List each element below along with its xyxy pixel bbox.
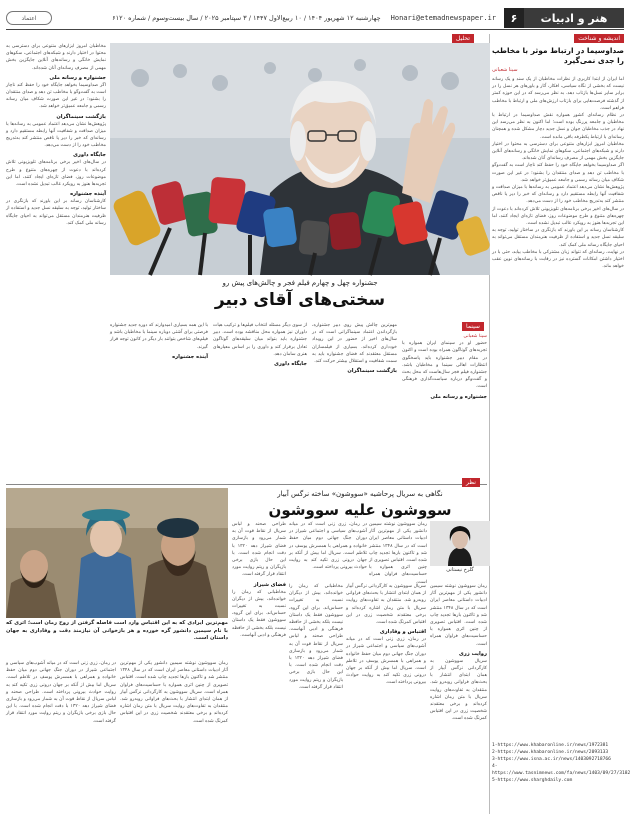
article1-column-3 xyxy=(213,322,307,481)
paragraph: حضور او در سینمای ایران همواره با تجربه‌های گوناگون همراه بوده است و اکنون در مقام دبیر جشنواره باید پاسخگوی انتظارات اهالی سینما و مخاطبان باشد. جشنواره فیلم فجر سال‌هاست که محل بحث و گفت‌وگو درباره سیاست‌گذاری فرهنگی است. xyxy=(402,341,487,390)
paragraph: اگر صداوسیما بخواهد جایگاه خود را حفظ کند ناچار است به گفت‌وگو با مخاطب تن دهد و صدای منتقدان را بشنود؛ در غیر این صورت شکاف میان رسانه رسمی و جامعه عمیق‌تر خواهد شد. xyxy=(492,163,624,183)
reference-link[interactable]: 1-https://www.khabaronline.ir/news/1972381 xyxy=(492,743,609,748)
paragraph: طراحی صحنه و لباس سریال از نقاط قوت آن به شمار می‌رود و بازسازی فضای شیراز دهه ۱۳۲۰ با دقت انجام شده است. با این حال بازی برخی بازیگران و ریتم روایت مورد انتقاد قرار گرفته است. xyxy=(289,634,343,690)
article1-column-4 xyxy=(110,322,208,481)
paragraph: رمان سووشون نوشته سیمین دانشور یکی از مهم‌ترین آثار ادبیات داستانی معاصر ایران است که در سال ۱۳۴۸ منتشر شد و تاکنون بارها تجدید چاپ شده است. اقتباس تصویری از چنین اثری همواره با حساسیت‌های فراوان همراه است. xyxy=(369,522,428,585)
continued-subhead: آینده جشنواره xyxy=(70,191,106,198)
article1-subhead: آینده جشنواره xyxy=(172,353,208,360)
masthead xyxy=(6,8,624,28)
sidebar-author: سینا شعبانی xyxy=(492,67,518,73)
article2-kicker: نگاهی به سریال پرحاشیه «سووشون» ساخته نرگس آبیار xyxy=(277,490,443,498)
article1-subhead: بازگشت سینماگران xyxy=(347,368,397,375)
article1-subhead: جشنواره و رسانه ملی xyxy=(430,393,487,400)
paragraph: با این همه بسیاری امیدوارند که دوره جدید جشنواره فرصتی برای آشتی دوباره سینما با مخاطبان باشد و فیلم‌های شاخص بتوانند بار دیگر در کانون توجه قرار گیرند. xyxy=(110,323,208,350)
article2-column-1-top xyxy=(369,521,428,585)
paragraph: مخاطبانی که رمان را خوانده‌اند، بیش از دیگران نسبت به تغییرات حساس‌اند. برای این گروه، سووشون فقط یک داستان نیست بلکه بخشی از حافظه فرهنگی و ادبی آنهاست. xyxy=(232,589,286,638)
paragraph: در نظام رسانه‌ای کشور همواره نقش صداوسیما در ارتباط با مخاطبان و جامعه پررنگ بوده است؛ اما اکنون به نظر می‌رسد این نهاد در جذب مخاطبان جوان و نسل جدید دچار مشکل شده و همچنان رسانه‌ای با ارتباط یکطرفه باقی مانده است. xyxy=(492,113,624,140)
paragraph: مخاطبان امروز ابزارهای متنوعی برای دسترسی به محتوا در اختیار دارند و شبکه‌های اجتماعی، سکوهای نمایش خانگی و رسانه‌های آنلاین جایگزین بخش مهمی از مصرف رسانه‌ای آنان شده‌اند. xyxy=(492,141,624,162)
article2-column-4 xyxy=(289,583,343,815)
paragraph: اما ایران از ابتدا کاربری از نظرات مخاطبان از یک سند و یک رسانه نیست که بخشی از نگاه سیاسی، افکار، آثار و باورهای هر نسل را در برابر سایر نسل‌ها بازتاب دهد. به نظر می‌رسد که در این حوزه کمتر از گذشته فرصت‌هایی برای بازتاب ارزش‌های ملی و ارتباط با مخاطب فراهم است. xyxy=(492,77,624,111)
sidebar-article xyxy=(491,34,630,814)
series-still-photo xyxy=(6,488,228,618)
article2-headline: سووشون علیه سووشون xyxy=(268,501,452,519)
article2-subhead: روایت زری xyxy=(459,650,487,657)
paragraph: طراحی صحنه و لباس سریال از نقاط قوت آن به شمار می‌رود و بازسازی فضای شیراز دهه ۱۳۲۰ با دقت انجام شده است. با این حال بازی برخی بازیگران و ریتم روایت مورد انتقاد قرار گرفته است. xyxy=(6,689,116,724)
series-still-illustration xyxy=(6,488,228,618)
article2-subhead: فضای شیراز xyxy=(253,581,286,588)
page-number: ۶ xyxy=(504,8,524,28)
reference-link[interactable]: 5-https://www.sharghdaily.com xyxy=(492,778,573,783)
paragraph: در سال‌های اخیر برخی برنامه‌های تلویزیونی تلاش کرده‌اند با دعوت از چهره‌های متنوع و طرح موضوعات روز، فضای تازه‌ای ایجاد کنند، اما این تجربه‌ها هنوز به رویکرد غالب تبدیل نشده است. xyxy=(6,160,106,188)
paragraph: کارشناسان رسانه بر این باورند که بازنگری در ساختار تولید، توجه به سلیقه نسل جدید و استفاده از ظرفیت هنرمندان مستقل می‌تواند به احیای جایگاه رسانه ملی کمک کند. xyxy=(492,228,624,248)
portrait-illustration xyxy=(430,521,490,566)
note-label: نظر xyxy=(462,478,480,487)
paragraph: سریال سووشون به کارگردانی نرگس آبیار از همان ابتدای انتشار با بحث‌های فراوانی روبه‌رو شد. منتقدان به تفاوت‌های روایت سریال با متن رمان اشاره کرده‌اند و برخی معتقدند شخصیت زری در این اقتباس کمرنگ شده است. xyxy=(120,689,228,724)
paragraph: مهم‌ترین چالش پیش روی دبیر جشنواره، بازگرداندن اعتماد سینماگرانی است که در سال‌های اخیر از حضور در این رویداد خودداری کرده‌اند. بسیاری از فیلمسازان مستقل معتقدند که فضای جشنواره باید به سمت شفافیت و استقلال بیشتر حرکت کند. xyxy=(312,323,397,365)
article2-column-1 xyxy=(430,583,487,815)
article1-column-1 xyxy=(402,333,487,481)
portrait-caption: گلرخ نیستانی xyxy=(446,567,474,573)
continued-subhead: جایگاه داوری xyxy=(73,152,106,159)
references-list xyxy=(492,742,630,784)
paragraph: در رمان، زری زنی است که در میانه آشوب‌های سیاسی و اجتماعی شیراز در دوران جنگ جهانی دوم میان حفظ خانواده و همراهی با همسرش یوسف در تلاطم است. سریال اما بیش از آنکه بر جهان درونی زری تکیه کند به روایت حوادث بیرونی پرداخته است. xyxy=(346,637,426,686)
press-conference-photo xyxy=(110,43,490,275)
article1-headline: سختی‌های آقای دبیر xyxy=(214,290,386,310)
paragraph: اگر صداوسیما بخواهد جایگاه خود را حفظ کند ناچار است به گفت‌وگو با مخاطب تن دهد و صدای منتقدان را بشنود؛ در غیر این صورت شکاف میان رسانه رسمی و جامعه عمیق‌تر خواهد شد. xyxy=(6,82,106,110)
article1-kicker: جشنواره چهل و چهارم فیلم فجر و چالش‌های پیش رو xyxy=(222,279,378,287)
paragraph: رمان سووشون نوشته سیمین دانشور یکی از مهم‌ترین آثار ادبیات داستانی معاصر ایران است که در سال ۱۳۴۸ منتشر شد و تاکنون بارها تجدید چاپ شده است. اقتباس تصویری از چنین اثری همواره با حساسیت‌های فراوان همراه است. xyxy=(120,661,228,695)
article2-column-3 xyxy=(232,521,286,815)
reference-link[interactable]: 2-https://www.khabaronline.ir/news/2093133 xyxy=(492,750,609,755)
article1-column-2 xyxy=(312,322,397,481)
paragraph: طراحی صحنه و لباس سریال از نقاط قوت آن به شمار می‌رود و بازسازی فضای شیراز دهه ۱۳۲۰ با دقت انجام شده است. با این حال بازی برخی بازیگران و ریتم روایت مورد انتقاد قرار گرفته است. xyxy=(232,522,286,578)
continued-column xyxy=(6,43,106,481)
header-email[interactable]: Honari@etemadnewspaper.ir xyxy=(390,14,496,22)
article1-subhead: جایگاه داوری xyxy=(274,361,307,368)
header-divider xyxy=(6,29,624,30)
paragraph: پژوهش‌ها نشان می‌دهد اعتماد عمومی به رسانه‌ها با میزان صداقت و شفافیت آنها رابطه مستقیم دارد و رسانه‌ای که خبر را دیر یا ناقص منتشر کند به‌تدریج مخاطب خود را از دست می‌دهد. xyxy=(492,185,624,205)
paragraph: در رمان، زری زنی است که در میانه آشوب‌های سیاسی و اجتماعی شیراز در دوران جنگ جهانی دوم میان حفظ خانواده و همراهی با همسرش یوسف در تلاطم است. سریال اما بیش از آنکه بر جهان درونی زری تکیه کند به روایت حوادث بیرونی پرداخته است. xyxy=(289,522,367,571)
article1-author: سینا شعبانی xyxy=(463,334,487,339)
paragraph: رمان سووشون نوشته سیمین دانشور یکی از مهم‌ترین آثار ادبیات داستانی معاصر ایران است که در سال ۱۳۴۸ منتشر شد و تاکنون بارها تجدید چاپ شده است. اقتباس تصویری از چنین اثری همواره با حساسیت‌های فراوان همراه است. xyxy=(430,584,488,647)
sidebar-title: صداوسیما در ارتباط موثر با مخاطب را جدی نمی‌گیرد xyxy=(491,46,624,65)
section-title: هنر و ادبیات xyxy=(524,8,624,28)
article2-column-2-top xyxy=(289,521,367,581)
paragraph: پژوهش‌ها نشان می‌دهد اعتماد عمومی به رسانه‌ها با میزان صداقت و شفافیت آنها رابطه مستقیم دارد و رسانه‌ای که خبر را دیر یا ناقص منتشر کند به‌تدریج مخاطب خود را از دست می‌دهد. xyxy=(6,121,106,149)
paragraph: در رمان، زری زنی است که در میانه آشوب‌های سیاسی و اجتماعی شیراز در دوران جنگ جهانی دوم میان حفظ خانواده و همراهی با همسرش یوسف در تلاطم است. سریال اما بیش از آنکه بر جهان درونی زری تکیه کند به روایت حوادث بیرونی پرداخته است. xyxy=(6,661,116,695)
paragraph: در سال‌های اخیر برخی برنامه‌های تلویزیونی تلاش کرده‌اند با دعوت از چهره‌های متنوع و طرح موضوعات روز، فضای تازه‌ای ایجاد کنند، اما این تجربه‌ها هنوز به رویکرد غالب تبدیل نشده است. xyxy=(492,206,624,227)
sidebar-body xyxy=(492,76,624,741)
paragraph: مخاطبانی که رمان را خوانده‌اند، بیش از دیگران نسبت به تغییرات حساس‌اند. برای این گروه، سووشون فقط یک داستان نیست بلکه بخشی از حافظه فرهنگی و ادبی آنهاست. xyxy=(289,584,343,633)
article2-subhead: اقتباس و وفاداری xyxy=(379,629,426,636)
reference-link[interactable]: 3-https://www.isna.ac.ir/news/1403092718766 xyxy=(492,757,611,762)
reference-link[interactable]: 4-https://www.tasnimnews.com/fa/news/1403/09/27/3182 xyxy=(492,764,630,776)
continued-subhead: جشنواره و رسانه ملی xyxy=(49,74,106,81)
photo-caption: مهم‌ترین ایرادی که به این اقتباس وارد است فاصله گرفتن از روح رمان است؛ اثری که با نام سیمین دانشور گره خورده و هر بازخوانی آن نیازمند دقت و وفاداری به جهان داستان است. xyxy=(6,620,228,641)
paragraph: از سوی دیگر مسئله انتخاب فیلم‌ها و ترکیب هیات داوران نیز همواره محل مناقشه بوده است. دبیر جشنواره باید بتواند میان سلیقه‌های گوناگون تعادل برقرار کند و داوری را بر اساس معیارهای هنری سامان دهد. xyxy=(213,323,307,357)
article2-column-2 xyxy=(346,583,426,815)
paragraph: سریال سووشون به کارگردانی نرگس آبیار از همان ابتدای انتشار با بحث‌های فراوانی روبه‌رو شد. منتقدان به تفاوت‌های روایت سریال با متن رمان اشاره کرده‌اند و برخی معتقدند شخصیت زری در این اقتباس کمرنگ شده است. xyxy=(346,584,426,626)
paragraph: مخاطبان امروز ابزارهای متنوعی برای دسترسی به محتوا در اختیار دارند و شبکه‌های اجتماعی، سکوهای نمایش خانگی و رسانه‌های آنلاین جایگزین بخش مهمی از مصرف رسانه‌ای آنان شده‌اند. xyxy=(6,44,106,71)
opinion-label: اندیشه و شناخت xyxy=(574,34,624,43)
section-divider xyxy=(6,484,487,485)
paragraph: سریال سووشون به کارگردانی نرگس آبیار از همان ابتدای انتشار با بحث‌های فراوانی روبه‌رو شد. منتقدان به تفاوت‌های روایت سریال با متن رمان اشاره کرده‌اند و برخی معتقدند شخصیت زری در این اقتباس کمرنگ شده است. xyxy=(430,658,487,722)
paragraph: در نهایت، رسانه‌ای که نتواند زبان مشترکی با مخاطب بیابد، حتی با در اختیار داشتن امکانات گسترده نیز در رقابت با رسانه‌های نوین عقب خواهد ماند. xyxy=(492,249,624,270)
press-conference-illustration xyxy=(110,43,490,275)
author-portrait xyxy=(430,521,490,566)
article2-column-6 xyxy=(120,660,228,815)
continued-subhead: بازگشت سینماگران xyxy=(56,113,106,120)
header-date-line: چهارشنبه ۱۲ شهریور ۱۴۰۴ / ۱۰ ربیع‌الاول ۱۴۴۷ / ۳ سپتامبر ۲۰۲۵ / سال بیست‌وسوم / شماره ۶۱۲۰ xyxy=(112,14,381,22)
newspaper-logo: اعتماد xyxy=(6,11,52,25)
article2-column-5 xyxy=(6,660,116,815)
cinema-label: سینما xyxy=(462,322,484,331)
analysis-label: تحلیل xyxy=(452,34,474,43)
paragraph: کارشناسان رسانه بر این باورند که بازنگری در ساختار تولید، توجه به سلیقه نسل جدید و استفاده از ظرفیت هنرمندان مستقل می‌تواند به احیای جایگاه رسانه ملی کمک کند. xyxy=(6,199,106,226)
